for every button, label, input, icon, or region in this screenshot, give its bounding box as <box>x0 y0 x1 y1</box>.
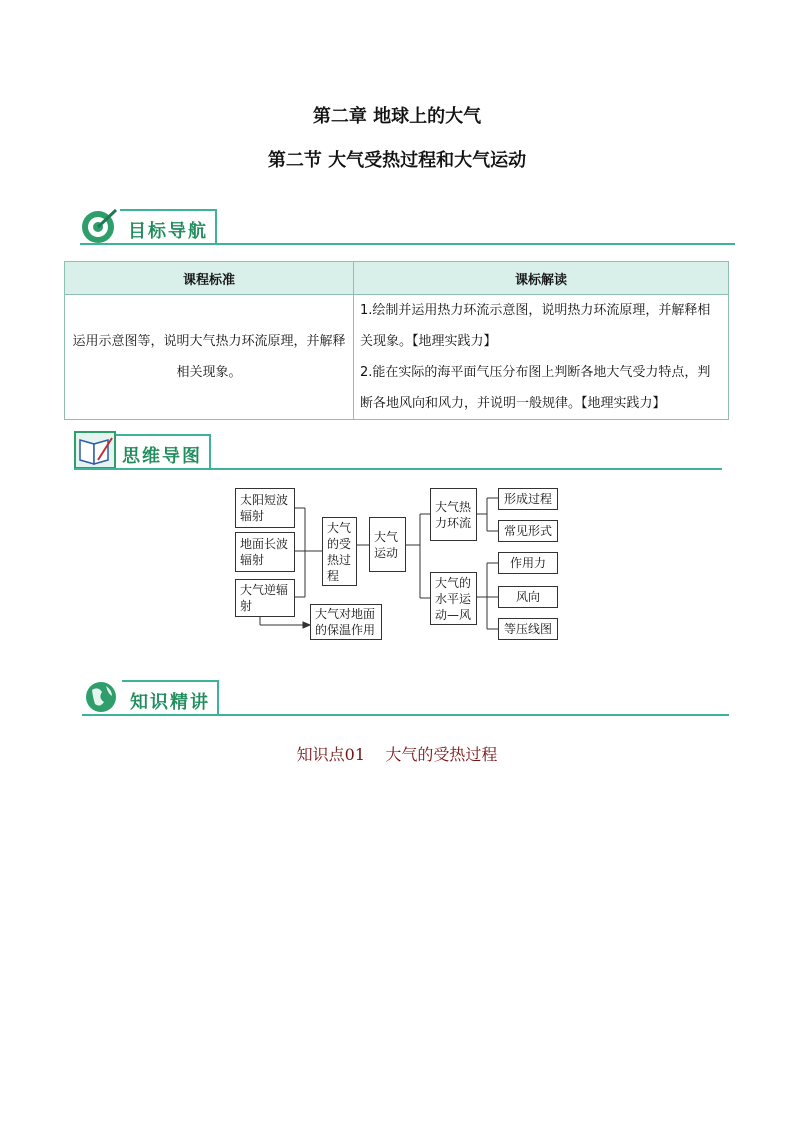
knowledge-section-title: 知识精讲 <box>130 692 210 713</box>
node-ground-radiation: 地面长波辐射 <box>235 532 295 572</box>
node-atmospheric-motion: 大气运动 <box>369 517 406 572</box>
globe-icon <box>84 678 120 714</box>
knowledge-point-title: 知识点01 大气的受热过程 <box>296 745 498 764</box>
header-rule <box>82 714 729 716</box>
mindmap-section-title: 思维导图 <box>122 446 202 467</box>
interpretation-item: 1.绘制并运用热力环流示意图，说明热力环流原理，并解释相关现象。【地理实践力】 <box>360 303 711 349</box>
node-heating-process: 大气的受热过程 <box>322 517 357 586</box>
node-insulation: 大气对地面的保温作用 <box>310 604 382 640</box>
node-counter-radiation: 大气逆辐射 <box>235 579 295 617</box>
node-thermal-circulation: 大气热力环流 <box>430 488 477 541</box>
node-common-forms: 常见形式 <box>498 520 558 542</box>
goals-section-title: 目标导航 <box>128 221 208 242</box>
node-direction: 风向 <box>498 586 558 608</box>
node-isobar: 等压线图 <box>498 618 558 640</box>
chapter-title: 第二章 地球上的大气 <box>312 106 482 127</box>
node-solar-radiation: 太阳短波辐射 <box>235 488 295 528</box>
table-header-standard: 课程标准 <box>65 262 354 295</box>
standard-cell: 运用示意图等，说明大气热力环流原理，并解释相关现象。 <box>65 295 354 420</box>
node-formation: 形成过程 <box>498 488 558 510</box>
interpretation-item: 2.能在实际的海平面气压分布图上判断各地大气受力特点，判断各地风向和风力，并说明一般规律。【地理实践力】 <box>360 365 711 411</box>
node-force: 作用力 <box>498 552 558 574</box>
table-header-interpretation: 课标解读 <box>354 262 729 295</box>
section-title: 第二节 大气受热过程和大气运动 <box>267 150 527 171</box>
knowledge-section-header <box>82 676 729 716</box>
node-horizontal-wind: 大气的水平运动—风 <box>430 572 477 625</box>
